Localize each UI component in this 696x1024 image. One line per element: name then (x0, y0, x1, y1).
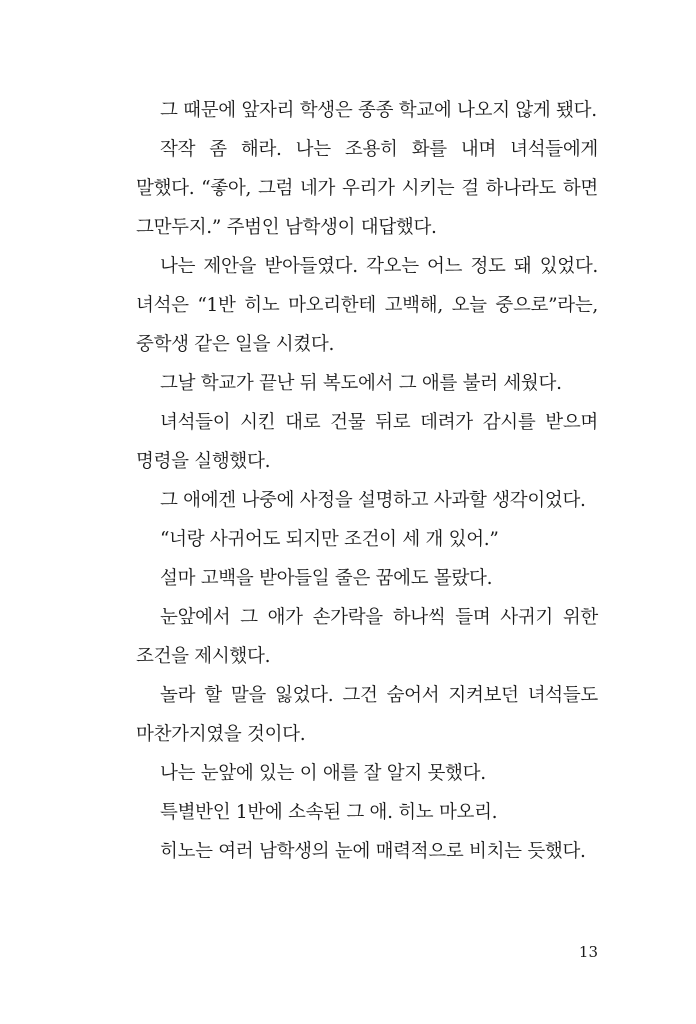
paragraph: 나는 제안을 받아들였다. 각오는 어느 정도 돼 있었다. 녀석은 “1반 히노 마오리한테 고백해, 오늘 중으로”라는, 중학생 같은 일을 시켰다. (136, 256, 598, 355)
paragraph: 녀석들이 시킨 대로 건물 뒤로 데려가 감시를 받으며 명령을 실행했다. (136, 412, 598, 472)
paragraph: 히노는 여러 남학생의 눈에 매력적으로 비치는 듯했다. (160, 841, 586, 862)
paragraph: 나는 눈앞에 있는 이 애를 잘 알지 못했다. (160, 763, 486, 784)
paragraph: “너랑 사귀어도 되지만 조건이 세 개 있어.” (160, 529, 499, 550)
paragraph: 설마 고백을 받아들일 줄은 꿈에도 몰랐다. (160, 568, 493, 589)
paragraph: 그 애에겐 나중에 사정을 설명하고 사과할 생각이었다. (160, 490, 586, 511)
paragraph: 특별반인 1반에 소속된 그 애. 히노 마오리. (160, 802, 498, 823)
page-number: 13 (578, 943, 598, 961)
paragraph: 놀라 할 말을 잃었다. 그건 숨어서 지켜보던 녀석들도 마찬가지였을 것이다. (136, 685, 598, 745)
paragraph: 그 때문에 앞자리 학생은 종종 학교에 나오지 않게 됐다. (160, 100, 597, 121)
paragraph: 작작 좀 해라. 나는 조용히 화를 내며 녀석들에게 말했다. “좋아, 그럼 네가 우리가 시키는 걸 하나라도 하면 그만두지.” 주범인 남학생이 대답했다. (136, 139, 598, 238)
paragraph: 그날 학교가 끝난 뒤 복도에서 그 애를 불러 세웠다. (160, 373, 562, 394)
body-text (136, 91, 598, 871)
paragraph: 눈앞에서 그 애가 손가락을 하나씩 들며 사귀기 위한 조건을 제시했다. (136, 607, 598, 667)
